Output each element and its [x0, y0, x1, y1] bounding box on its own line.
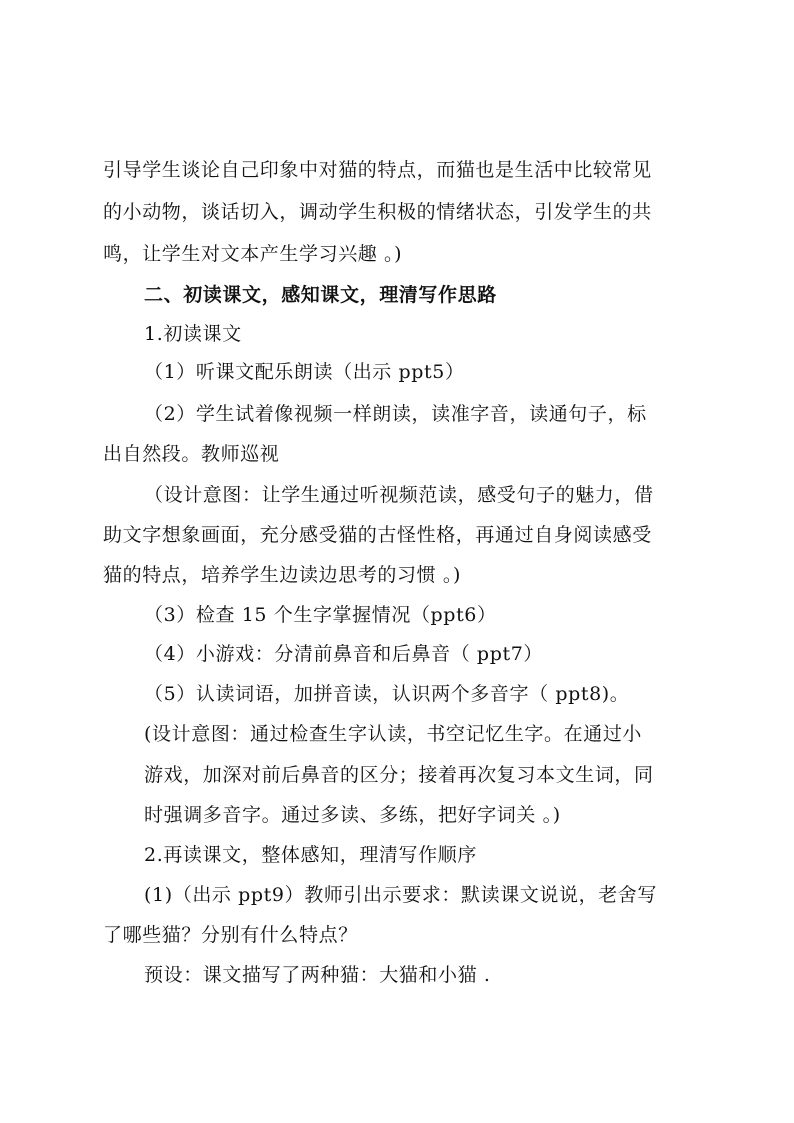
design-intent-2-line-3: 时强调多音字。通过多读、多练，把好字词关 。) [144, 804, 561, 826]
question-line-2: 了哪些猫？分别有什么特点？ [103, 924, 358, 946]
section-heading: 二、初读课文，感知课文，理清写作思路 [144, 284, 497, 306]
step-5: （5）认读词语，加拼音读，认识两个多音字（ ppt8)。 [144, 683, 630, 705]
paragraph-line-1: 引导学生谈论自己印象中对猫的特点，而猫也是生活中比较常见 [103, 159, 652, 181]
step-3: （3）检查 15 个生字掌握情况（ppt6） [144, 604, 497, 626]
design-intent-1-line-1: （设计意图：让学生通过听视频范读，感受句子的魅力，借 [144, 484, 654, 506]
design-intent-2-line-1: (设计意图：通过检查生字认读，书空记忆生字。在通过小 [144, 723, 643, 745]
preset-answer: 预设：课文描写了两种猫：大猫和小猫 . [144, 964, 491, 986]
step-2-line-1: （2）学生试着像视频一样朗读，读准字音，读通句子，标 [144, 403, 647, 425]
step-2-line-2: 出自然段。教师巡视 [103, 443, 280, 465]
design-intent-1-line-3: 猫的特点，培养学生边读边思考的习惯 。) [103, 564, 461, 586]
step-1: （1）听课文配乐朗读（出示 ppt5） [144, 361, 465, 383]
subsection-heading-2: 2.再读课文，整体感知，理清写作顺序 [144, 844, 477, 866]
paragraph-line-3: 鸣，让学生对文本产生学习兴趣 。) [103, 243, 403, 265]
step-4: （4）小游戏：分清前鼻音和后鼻音（ ppt7） [144, 643, 543, 665]
design-intent-1-line-2: 助文字想象画面，充分感受猫的古怪性格，再通过自身阅读感受 [103, 524, 652, 546]
design-intent-2-line-2: 游戏，加深对前后鼻音的区分；接着再次复习本文生词，同 [144, 764, 654, 786]
question-line-1: (1)（出示 ppt9）教师引出示要求：默读课文说说，老舍写 [144, 884, 658, 906]
subsection-heading-1: 1.初读课文 [144, 323, 242, 345]
paragraph-line-2: 的小动物，谈话切入，调动学生积极的情绪状态，引发学生的共 [103, 201, 652, 223]
